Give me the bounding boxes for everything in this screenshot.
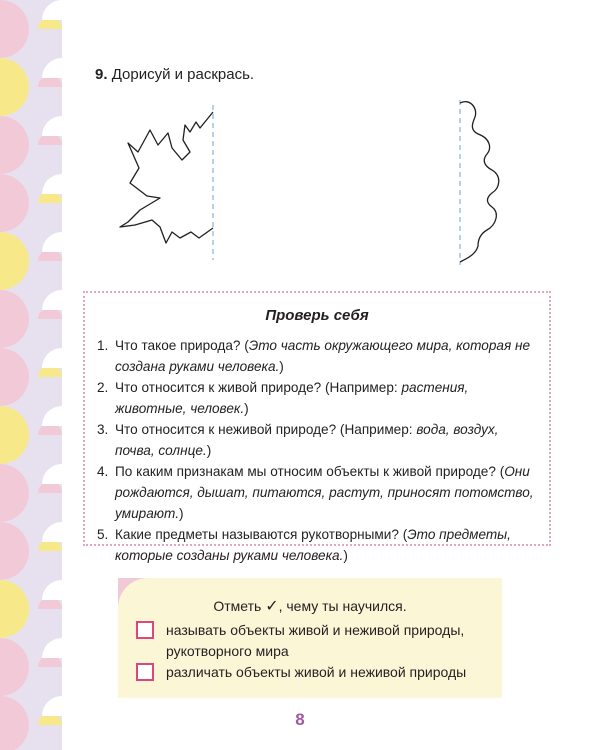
answer-close: ) [343, 548, 348, 563]
answer-open: ( [402, 527, 408, 542]
answer-text: растения, животные, человек. [115, 380, 469, 416]
question-item [97, 377, 537, 419]
question-number: 5. [97, 527, 109, 542]
answer-open: ( [499, 464, 505, 479]
answer-text: Это предметы, которые созданы руками человека. [115, 527, 511, 563]
answer-close: ) [244, 401, 249, 416]
skill-checkbox[interactable] [136, 621, 154, 639]
oak-leaf-half-outline [460, 102, 499, 262]
answer-close: ) [206, 443, 212, 458]
question-list [97, 335, 537, 566]
self-assessment-box [118, 578, 502, 698]
answer-close: ) [178, 506, 184, 521]
question-number: 3. [97, 422, 109, 437]
answer-close: ) [279, 359, 284, 374]
drawing-area [0, 0, 600, 300]
self-assessment-title-start: Отметь [213, 598, 266, 614]
skill-item [136, 620, 476, 662]
answer-open: ( [244, 338, 249, 353]
skill-item [136, 662, 496, 683]
skill-checkbox[interactable] [136, 663, 154, 681]
task-number: 9. [95, 66, 108, 83]
question-text: Что относится к живой природе? [115, 380, 325, 395]
skill-label: называть объекты живой и неживой природы, рукотворного мира [166, 622, 465, 659]
answer-text: вода, воздух, почва, солнце. [115, 422, 499, 458]
question-text: Что относится к неживой природе? [115, 422, 340, 437]
page-number: 8 [295, 710, 305, 729]
question-item [97, 335, 537, 377]
question-item [97, 461, 537, 524]
question-text: По каким признакам мы относим объекты к живой природе? [115, 464, 500, 479]
self-assessment-title [118, 596, 502, 616]
answer-open: (Например: [339, 422, 417, 437]
check-yourself-box [83, 291, 551, 563]
self-assessment-title-end: , чему ты научился. [278, 598, 407, 614]
question-number: 2. [97, 380, 109, 395]
answer-text: Это часть окружающего мира, которая не создана руками человека. [115, 338, 531, 374]
question-item [97, 524, 537, 566]
question-number: 1. [97, 338, 109, 353]
question-text: Что такое природа? [115, 338, 245, 353]
question-number: 4. [97, 464, 109, 479]
maple-leaf-half-outline [120, 112, 213, 243]
checkmark-icon: ✓ [265, 598, 279, 615]
question-text: Какие предметы называются рукотворными? [115, 527, 403, 542]
answer-open: (Например: [325, 380, 402, 395]
answer-text: Они рождаются, дышат, питаются, растут, приносят потомство, умирают. [115, 464, 534, 521]
skill-label: различать объекты живой и неживой природы [166, 664, 467, 680]
check-yourself-title: Проверь себя [265, 307, 369, 324]
task-text: Дорисуй и раскрась. [111, 66, 255, 83]
question-item [97, 419, 537, 461]
